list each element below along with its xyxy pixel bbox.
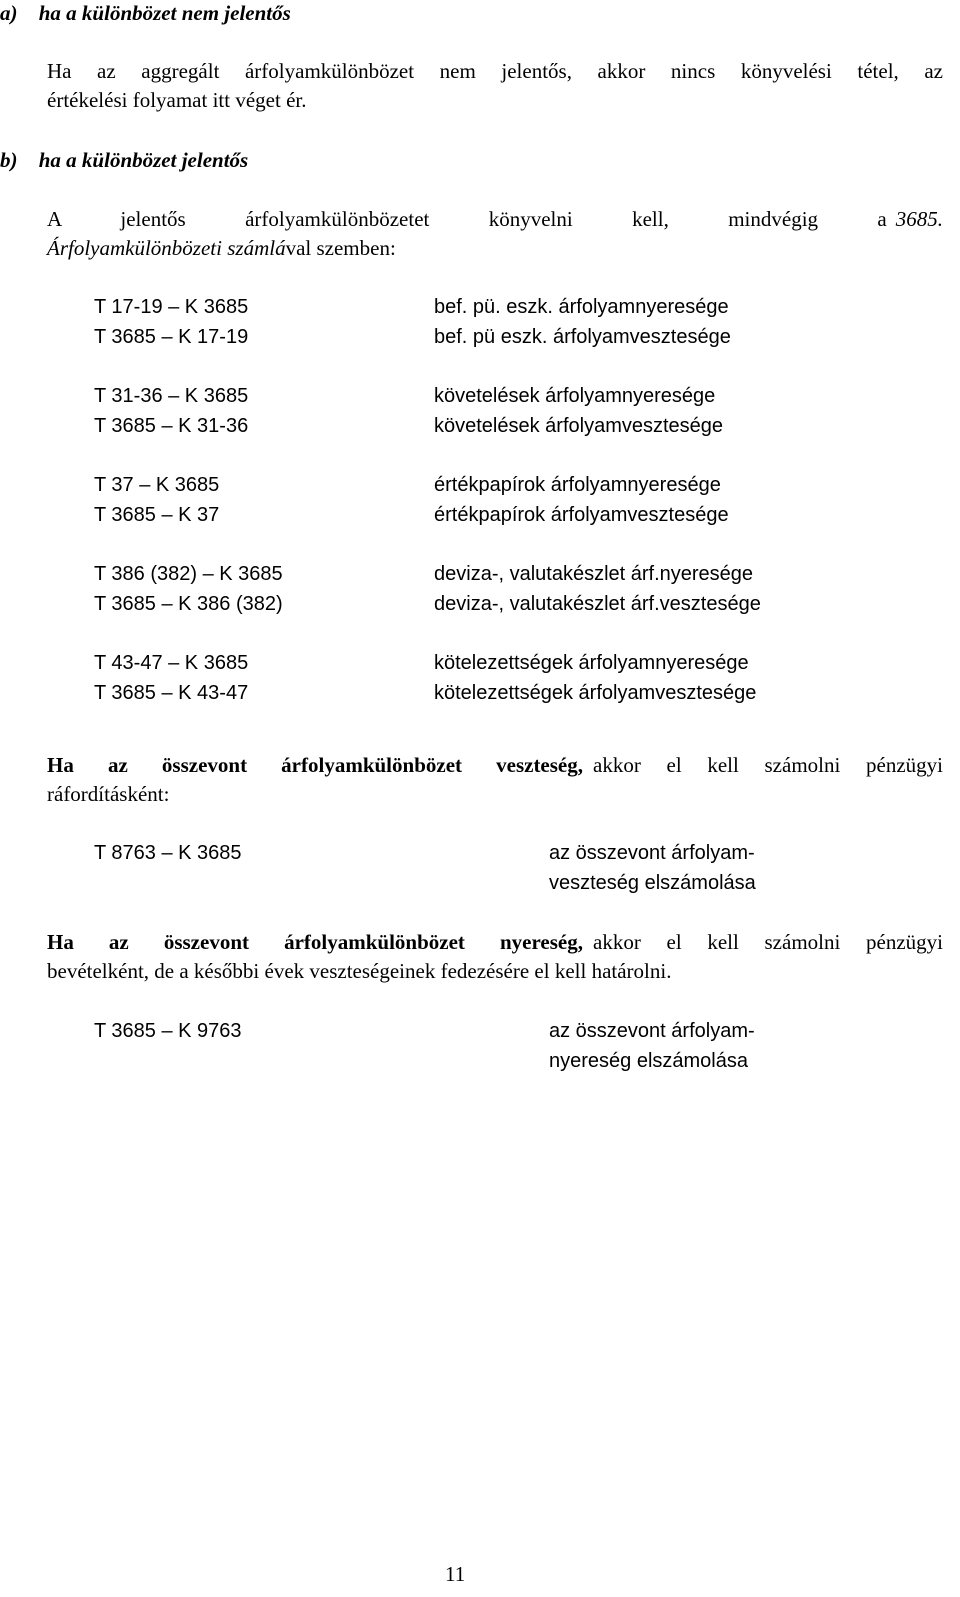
entry-row bbox=[94, 322, 761, 352]
entry-description: deviza-, valutakészlet árf.vesztesége bbox=[434, 593, 761, 615]
entry-description: követelések árfolyamnyeresége bbox=[434, 385, 716, 407]
entry-description: kötelezettségek árfolyamvesztesége bbox=[434, 682, 757, 704]
loss-entry-code: T 8763 – K 3685 bbox=[94, 842, 242, 864]
entry-description: értékpapírok árfolyamnyeresége bbox=[434, 474, 721, 496]
loss-entry-desc2: veszteség elszámolása bbox=[549, 872, 756, 894]
section-a-text-line1: Ha az aggregált árfolyamkülönbözet nem jelentős, akkor nincs könyvelési tétel, az bbox=[47, 59, 943, 83]
entry-description: követelések árfolyamvesztesége bbox=[434, 415, 724, 437]
section-b-marker: b) bbox=[0, 148, 18, 172]
section-a-text-line2: értékelési folyamat itt véget ér. bbox=[47, 88, 307, 112]
gain-paragraph-line2: bevételként, de a későbbi évek veszteségeinek fedezésére el kell határolni. bbox=[47, 959, 672, 983]
entry-description: bef. pü. eszk. árfolyamnyeresége bbox=[434, 296, 729, 318]
page-number: 11 bbox=[445, 1562, 466, 1586]
section-b-text-line1 bbox=[47, 204, 943, 234]
entry-code: T 3685 – K 31-36 bbox=[94, 415, 249, 437]
section-b-account: 3685. bbox=[895, 207, 943, 231]
gain-rest-text: akkor el kell számolni pénzügyi bbox=[593, 930, 943, 954]
entry-code: T 3685 – K 43-47 bbox=[94, 682, 249, 704]
entry-code: T 3685 – K 37 bbox=[94, 504, 220, 526]
entry-code: T 37 – K 3685 bbox=[94, 474, 220, 496]
loss-rest-text: akkor el kell számolni pénzügyi bbox=[593, 753, 943, 777]
entry-row bbox=[94, 589, 761, 619]
entry-row bbox=[94, 411, 761, 441]
loss-paragraph-line2: ráfordításként: bbox=[47, 782, 170, 806]
section-a-marker: a) bbox=[0, 1, 18, 25]
loss-entry-desc1: az összevont árfolyam- bbox=[549, 842, 755, 864]
loss-paragraph-line1 bbox=[47, 750, 943, 780]
entries-table bbox=[94, 292, 761, 708]
entry-row bbox=[94, 678, 761, 708]
entry-code: T 31-36 – K 3685 bbox=[94, 385, 249, 407]
entry-code: T 3685 – K 386 (382) bbox=[94, 593, 283, 615]
section-b-heading bbox=[0, 145, 248, 175]
gain-entry-desc1: az összevont árfolyam- bbox=[549, 1020, 755, 1042]
entry-row bbox=[94, 381, 761, 411]
entry-description: deviza-, valutakészlet árf.nyeresége bbox=[434, 563, 754, 585]
section-b-account-name: Árfolyamkülönbözeti számlá bbox=[47, 236, 286, 260]
entry-code: T 386 (382) – K 3685 bbox=[94, 563, 283, 585]
section-a-heading bbox=[0, 0, 291, 28]
entry-code: T 17-19 – K 3685 bbox=[94, 296, 249, 318]
entry-row bbox=[94, 470, 761, 500]
section-b-line2-rest: val szemben: bbox=[285, 236, 396, 260]
gain-entry-desc2: nyereség elszámolása bbox=[549, 1050, 748, 1072]
entry-code: T 3685 – K 17-19 bbox=[94, 326, 249, 348]
entry-row bbox=[94, 559, 761, 589]
gain-bold-text: Ha az összevont árfolyamkülönbözet nyereség, bbox=[47, 930, 583, 954]
entry-row bbox=[94, 648, 761, 678]
entry-code: T 43-47 – K 3685 bbox=[94, 652, 249, 674]
entry-row bbox=[94, 292, 761, 322]
entry-description: értékpapírok árfolyamvesztesége bbox=[434, 504, 729, 526]
section-b-text: A jelentős árfolyamkülönbözetet könyvelni kell, mindvégig a bbox=[47, 207, 887, 231]
entry-description: kötelezettségek árfolyamnyeresége bbox=[434, 652, 749, 674]
loss-bold-text: Ha az összevont árfolyamkülönbözet veszteség, bbox=[47, 753, 583, 777]
entry-row bbox=[94, 500, 761, 530]
section-b-title: ha a különbözet jelentős bbox=[38, 148, 249, 172]
section-b-text-line2 bbox=[47, 233, 396, 263]
gain-entry-code: T 3685 – K 9763 bbox=[94, 1020, 242, 1042]
entry-description: bef. pü eszk. árfolyamvesztesége bbox=[434, 326, 731, 348]
gain-paragraph-line1 bbox=[47, 927, 943, 957]
section-a-title: ha a különbözet nem jelentős bbox=[38, 1, 291, 25]
